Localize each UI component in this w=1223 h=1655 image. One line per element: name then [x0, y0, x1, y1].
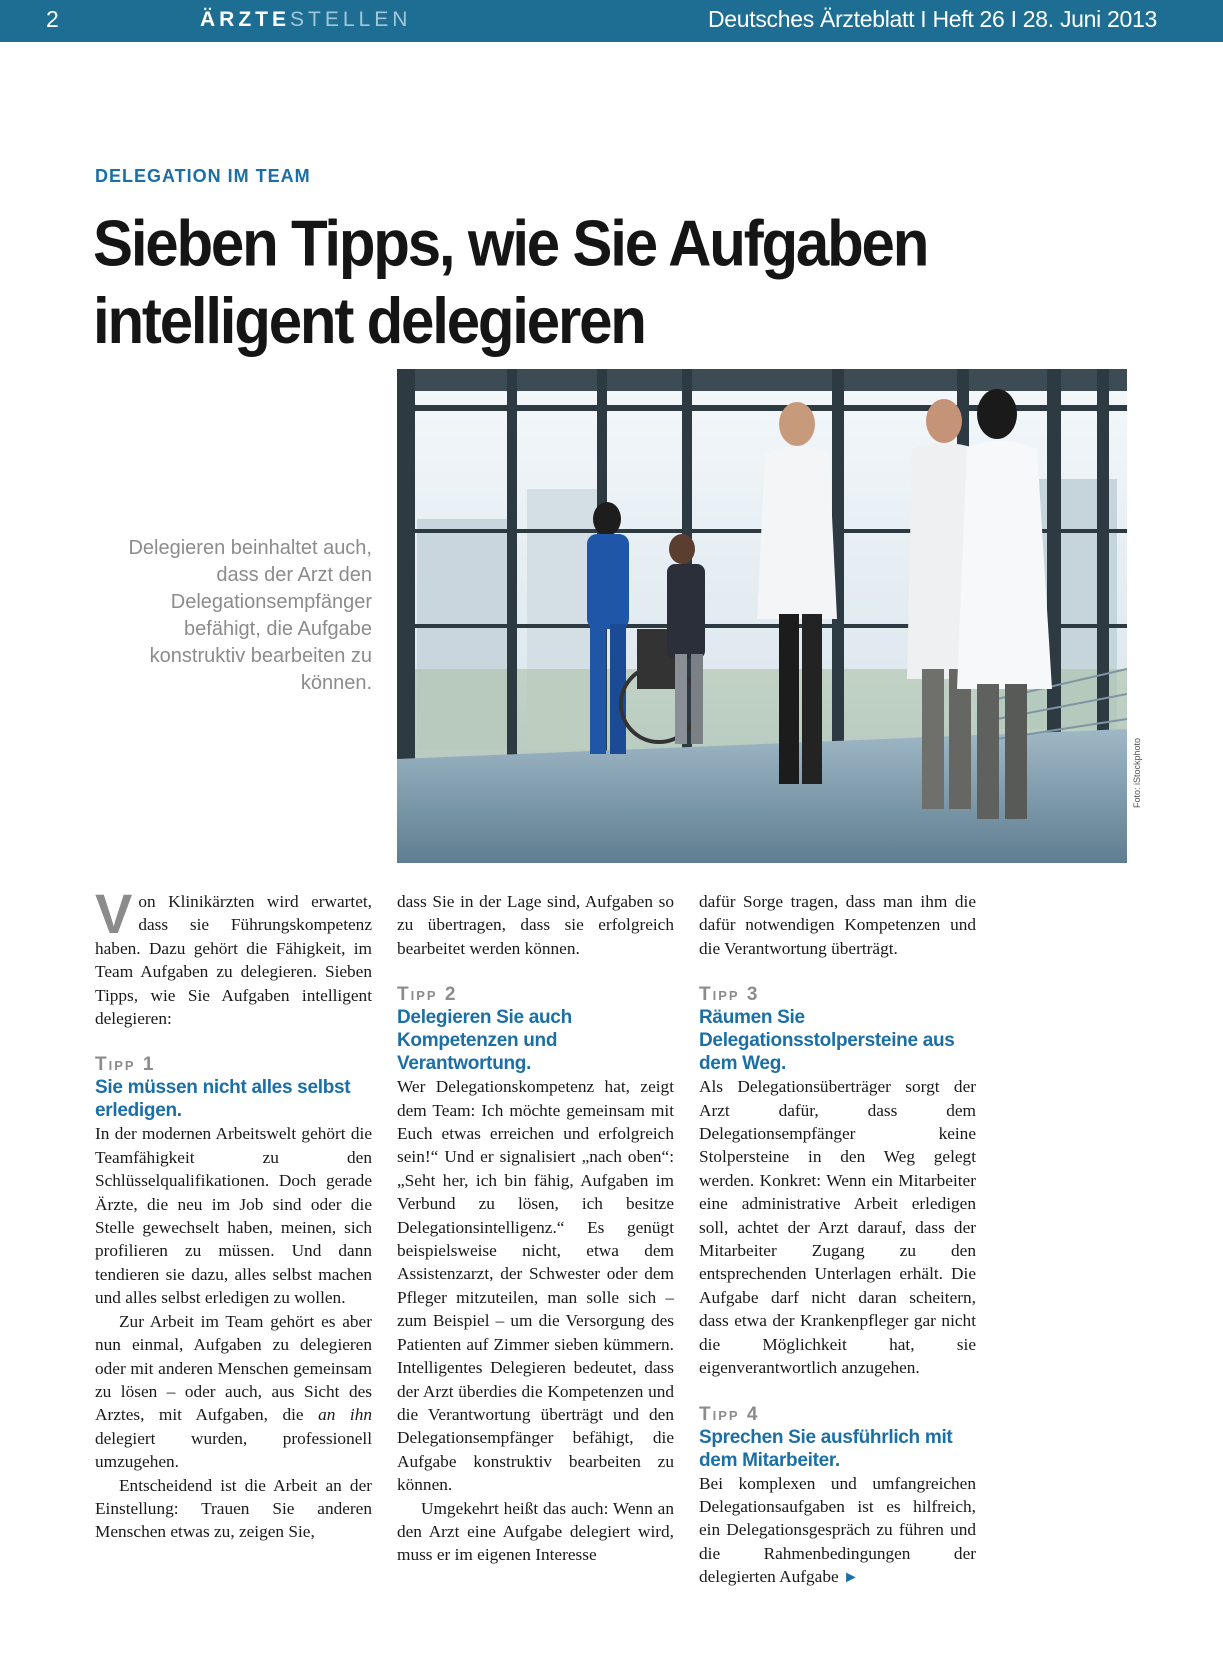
tipp3-paragraph-1: Als Delegationsüberträger sorgt der Arzt dafür, dass dem Delegationsempfänger keine Stolpersteine in den Weg gelegt werden. Konkret: Wenn ein Mitarbeiter eine administrative Arbeit erledigen soll, achtet der Arzt darauf, dass der Mitarbeiter Zugang zu den entsprechenden Unterlagen erhält. Die Aufgabe darf nicht daran scheitern, dass etwa der Krankenpfleger gar nicht die Möglichkeit hat, sie eigenverantwortlich anzugehen.	[699, 1077, 976, 1378]
intro-paragraph	[95, 882, 372, 1030]
column2-continuation: dass Sie in der Lage sind, Aufgaben so zu übertragen, dass sie erfolgreich bearbeitet werden können.	[397, 892, 674, 958]
tipp2-title: Delegieren Sie auch Kompetenzen und Verantwortung.	[397, 1007, 572, 1075]
pull-quote: Delegieren beinhaltet auch, dass der Arzt den Delegationsempfänger befähigt, die Aufgabe konstruktiv bearbeiten zu können.	[128, 537, 372, 694]
tipp4-text: Bei komplexen und umfangreichen Delegationsaufgaben ist es hilfreich, ein Delegationsgespräch zu führen und die Rahmenbedingungen der delegierten Aufgabe	[699, 1473, 976, 1587]
page-number: 2	[46, 6, 59, 32]
kicker: DELEGATION IM TEAM	[95, 166, 311, 186]
tipp1-title: Sie müssen nicht alles selbst erledigen.	[95, 1077, 351, 1122]
drop-cap: V	[95, 882, 133, 945]
tipp3-title: Räumen Sie Delegationsstolpersteine aus dem Weg.	[699, 1007, 955, 1075]
column-3	[699, 890, 976, 1590]
tipp1-paragraph-3: Entscheidend ist die Arbeit an der Einstellung: Trauen Sie anderen Menschen etwas zu, zeigen Sie,	[95, 1475, 372, 1542]
tipp1-label: Tipp 1	[95, 1054, 156, 1076]
tipp4-label: Tipp 4	[699, 1403, 760, 1425]
issue-info: Deutsches Ärzteblatt I Heft 26 I 28. Juni 2013	[707, 6, 1157, 32]
column-2	[397, 890, 674, 1567]
tipp1-p2-before: Zur Arbeit im Team gehört es aber nun einmal, Aufgaben zu delegieren oder mit anderen Menschen gemeinsam zu lösen – oder auch, aus Sicht des Arztes, mit Aufgaben, die	[95, 1311, 372, 1425]
tipp4-paragraph-1	[699, 1472, 976, 1590]
tipp2-paragraph-2: Umgekehrt heißt das auch: Wenn an den Arzt eine Aufgabe delegiert wird, muss er im eigenen Interesse	[397, 1498, 674, 1565]
tipp3-label: Tipp 3	[699, 984, 760, 1006]
headline-line1: Sieben Tipps, wie Sie Aufgaben	[93, 207, 928, 280]
headline	[93, 205, 993, 361]
photo-illustration	[397, 369, 1127, 863]
tipp1-p2-after: delegiert wurden, professionell umzugehen.	[95, 1428, 372, 1472]
continue-arrow-icon: ►	[842, 1569, 859, 1587]
article-photo	[397, 369, 1127, 863]
tipp1-paragraph-1: In der modernen Arbeitswelt gehört die Teamfähigkeit zu den Schlüsselqualifikationen. Doch gerade Ärzte, die neu im Job sind oder die Stelle gewechselt haben, meinen, sich profilieren zu müssen. Und dann tendieren sie dazu, alles selbst machen und alles selbst erledigen zu wollen.	[95, 1124, 372, 1308]
column-1	[95, 882, 372, 1544]
tipp1-p2-emphasis: an ihn	[318, 1405, 372, 1425]
tipp4-title: Sprechen Sie ausführlich mit dem Mitarbeiter.	[699, 1426, 953, 1471]
brand-logo	[200, 8, 411, 32]
brand-part1: ÄRZTE	[200, 8, 290, 31]
intro-text: on Klinikärzten wird erwartet, dass sie Führungskompetenz haben. Dazu gehört die Fähigkeit, im Team Aufgaben zu delegieren. Sieben Tipps, wie Sie Aufgaben intelligent delegieren:	[95, 892, 372, 1029]
tipp2-paragraph-1: Wer Delegationskompetenz hat, zeigt dem Team: Ich möchte gemeinsam mit Euch etwas erreichen und erfolgreich sein!“ Und er signalisiert „nach oben“: „Seht her, ich bin fähig, Aufgaben im Verbund zu lösen, ich besitze Delegationsintelligenz.“ Es genügt beispielsweise nicht, etwa dem Assistenzarzt, der Schwester oder dem Pfleger mitzuteilen, man solle sich – zum Beispiel – um die Versorgung des Patienten auf Zimmer sieben kümmern. Intelligentes Delegieren bedeutet, dass der Arzt überdies die Kompetenzen und die Verantwortung überträgt und den Delegationsempfänger befähigt, die Aufgabe konstruktiv bearbeiten zu können.	[397, 1077, 674, 1495]
tipp2-label: Tipp 2	[397, 984, 458, 1006]
brand-part2: STELLEN	[290, 8, 412, 31]
tipp1-paragraph-2	[95, 1310, 372, 1474]
headline-line2: intelligent delegieren	[93, 284, 645, 358]
photo-credit: Foto: iStockphoto	[1132, 737, 1142, 808]
header-bar	[0, 0, 1223, 42]
column3-continuation: dafür Sorge tragen, dass man ihm die dafür notwendigen Kompetenzen und die Verantwortung überträgt.	[699, 892, 976, 958]
